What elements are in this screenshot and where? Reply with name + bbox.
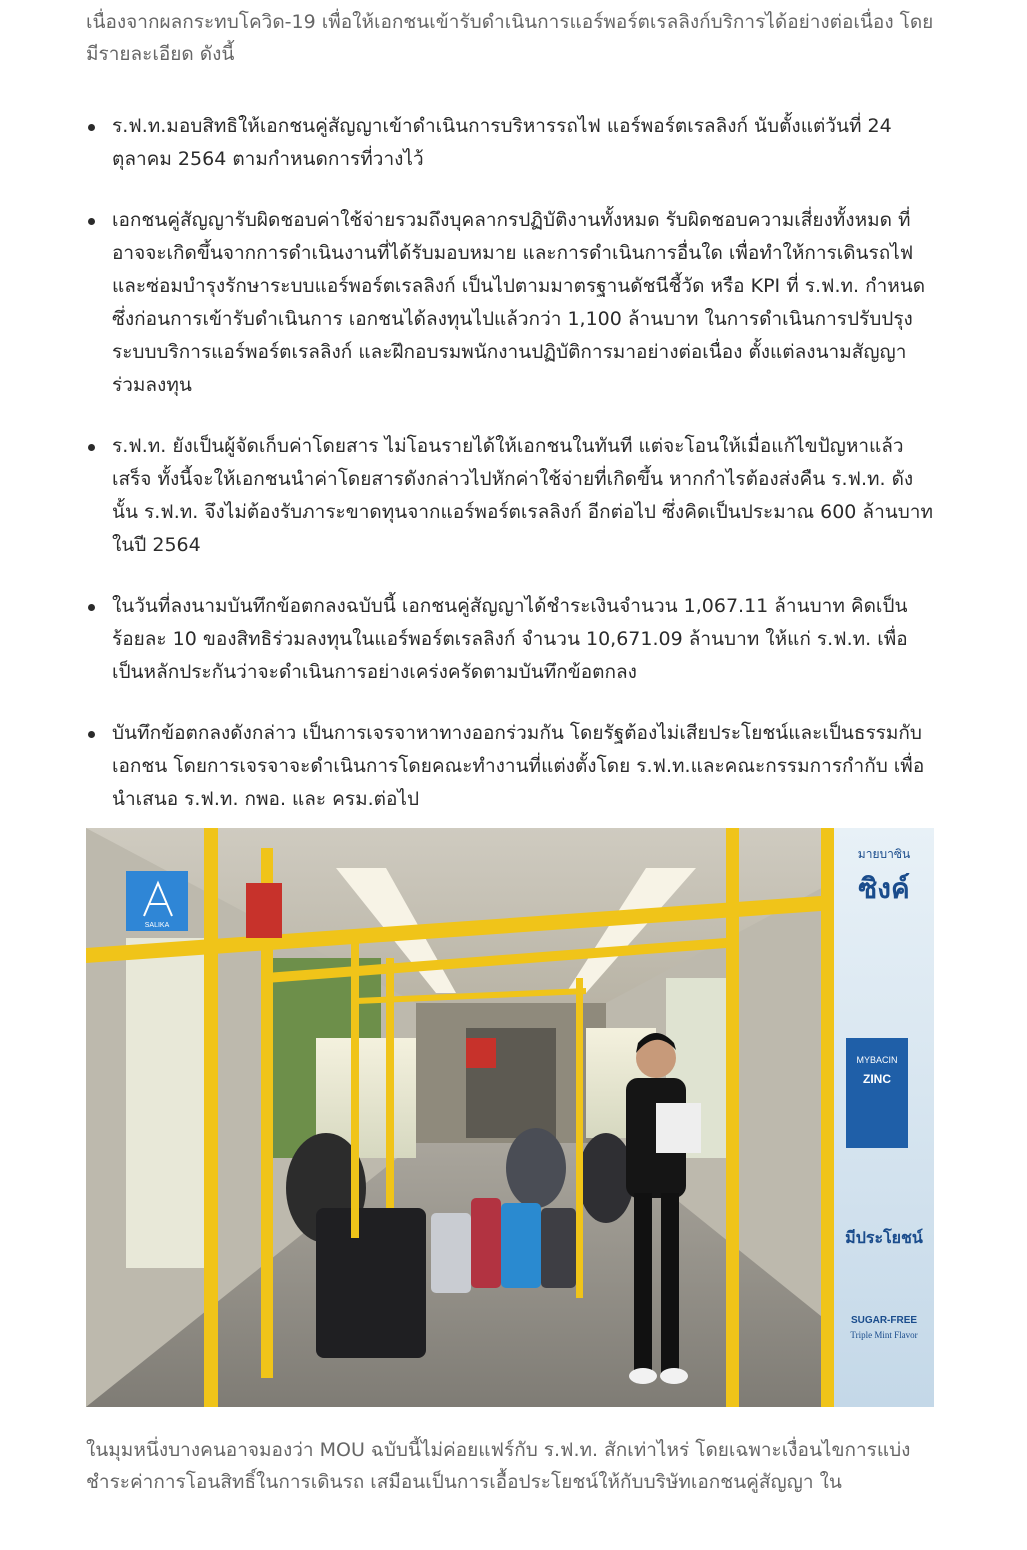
bullet-dot bbox=[88, 218, 95, 225]
train-interior-photo bbox=[86, 828, 934, 1407]
intro-paragraph: เนื่องจากผลกระทบโควิด-19 เพื่อให้เอกชนเข้ารับดำเนินการแอร์พอร์ตเรลลิงก์บริการได้อย่างต่อเนื่อง โดยมีรายละเอียด ดังนี้ bbox=[86, 11, 934, 65]
article-body bbox=[86, 0, 936, 816]
suitcase-black bbox=[316, 1208, 426, 1358]
exit-sign bbox=[246, 883, 282, 938]
suitcase-red bbox=[471, 1198, 501, 1288]
bullet-dot bbox=[88, 604, 95, 611]
suitcase-silver bbox=[431, 1213, 471, 1293]
bullet-dot bbox=[88, 124, 95, 131]
list-item bbox=[86, 204, 936, 402]
ad-zinc: ZINC bbox=[863, 1072, 891, 1086]
list-item bbox=[86, 430, 936, 562]
bullet-text: ในวันที่ลงนามบันทึกข้อตกลงฉบับนี้ เอกชนคู่สัญญาได้ชำระเงินจำนวน 1,067.11 ล้านบาท คิดเป็นร้อยละ 10 ของสิทธิร่วมลงทุนในแอร์พอร์ตเรลลิงก์ จำนวน 10,671.09 ล้านบาท ให้แก่ ร.ฟ.ท. เพื่อเป็นหลักประกันว่าจะดำเนินการอย่างเคร่งครัดตามบันทึกข้อตกลง bbox=[112, 595, 908, 683]
ad-sugar-free: SUGAR-FREE bbox=[850, 1315, 918, 1326]
suitcase-blue bbox=[501, 1203, 541, 1288]
left-door bbox=[126, 938, 216, 1268]
ad-benefit: มีประโยชน์ bbox=[845, 1230, 923, 1247]
ad-brand: มายบาซิน bbox=[857, 847, 911, 861]
bullet-text: ร.ฟ.ท. ยังเป็นผู้จัดเก็บค่าโดยสาร ไม่โอนรายได้ให้เอกชนในทันที แต่จะโอนให้เมื่อแก้ไขปัญหาแล้วเสร็จ ทั้งนี้จะให้เอกชนนำค่าโดยสารดังกล่าวไปหักค่าใช้จ่ายที่เกิดขึ้น หากกำไรต้องส่งคืน ร.ฟ.ท. ดังนั้น ร.ฟ.ท. จึงไม่ต้องรับภาระขาดทุนจากแอร์พอร์ตเรลลิงก์ อีกต่อไป ซึ่งคิดเป็นประมาณ 600 ล้านบาทในปี 2564 bbox=[112, 435, 933, 556]
bullet-dot bbox=[88, 444, 95, 451]
list-item bbox=[86, 590, 936, 689]
list-item bbox=[86, 110, 936, 176]
bullet-dot bbox=[88, 731, 95, 738]
watermark-text: SALIKA bbox=[144, 922, 170, 929]
ad-flavor: Triple Mint Flavor bbox=[850, 1330, 918, 1340]
bullet-text: ร.ฟ.ท.มอบสิทธิให้เอกชนคู่สัญญาเข้าดำเนินการบริหารรถไฟ แอร์พอร์ตเรลลิงก์ นับตั้งแต่วันที่ 24 ตุลาคม 2564 ตามกำหนดการที่วางไว้ bbox=[112, 115, 892, 170]
ad-product: MYBACIN bbox=[856, 1055, 898, 1065]
bullet-text: เอกชนคู่สัญญารับผิดชอบค่าใช้จ่ายรวมถึงบุคลากรปฏิบัติงานทั้งหมด รับผิดชอบความเสี่ยงทั้งหมด ที่อาจจะเกิดขึ้นจากการดำเนินงานที่ได้รับมอบหมาย และการดำเนินการอื่นใด เพื่อทำให้การเดินรถไฟและซ่อมบำรุงรักษาระบบแอร์พอร์ตเรลลิงก์ เป็นไปตามมาตรฐานดัชนีชี้วัด หรือ KPI ที่ ร.ฟ.ท. กำหนด ซึ่งก่อนการเข้ารับดำเนินการ เอกชนได้ลงทุนไปแล้วกว่า 1,100 ล้านบาท ในการดำเนินการปรับปรุงระบบบริการแอร์พอร์ตเรลลิงก์ และฝึกอบรมพนักงานปฏิบัติการมาอย่างต่อเนื่อง ตั้งแต่ลงนามสัญญาร่วมลงทุน bbox=[112, 209, 926, 396]
bullet-text: บันทึกข้อตกลงดังกล่าว เป็นการเจรจาหาทางออกร่วมกัน โดยรัฐต้องไม่เสียประโยชน์และเป็นธรรมกับเอกชน โดยการเจรจาจะดำเนินการโดยคณะทำงานที่แต่งตั้งโดย ร.ฟ.ท.และคณะกรรมการกำกับ เพื่อนำเสนอ ร.ฟ.ท. กพอ. และ ครม.ต่อไป bbox=[112, 722, 925, 810]
bullet-list bbox=[86, 110, 936, 816]
list-item bbox=[86, 717, 936, 816]
ad-title: ซิงค์ bbox=[858, 873, 910, 904]
caption-paragraph: ในมุมหนึ่งบางคนอาจมองว่า MOU ฉบับนี้ไม่ค่อยแฟร์กับ ร.ฟ.ท. สักเท่าไหร่ โดยเฉพาะเงื่อนไขการแบ่งชำระค่าการโอนสิทธิ์ในการเดินรถ เสมือนเป็นการเอื้อประโยชน์ให้กับบริษัทเอกชนคู่สัญญา ใน bbox=[86, 1439, 911, 1493]
